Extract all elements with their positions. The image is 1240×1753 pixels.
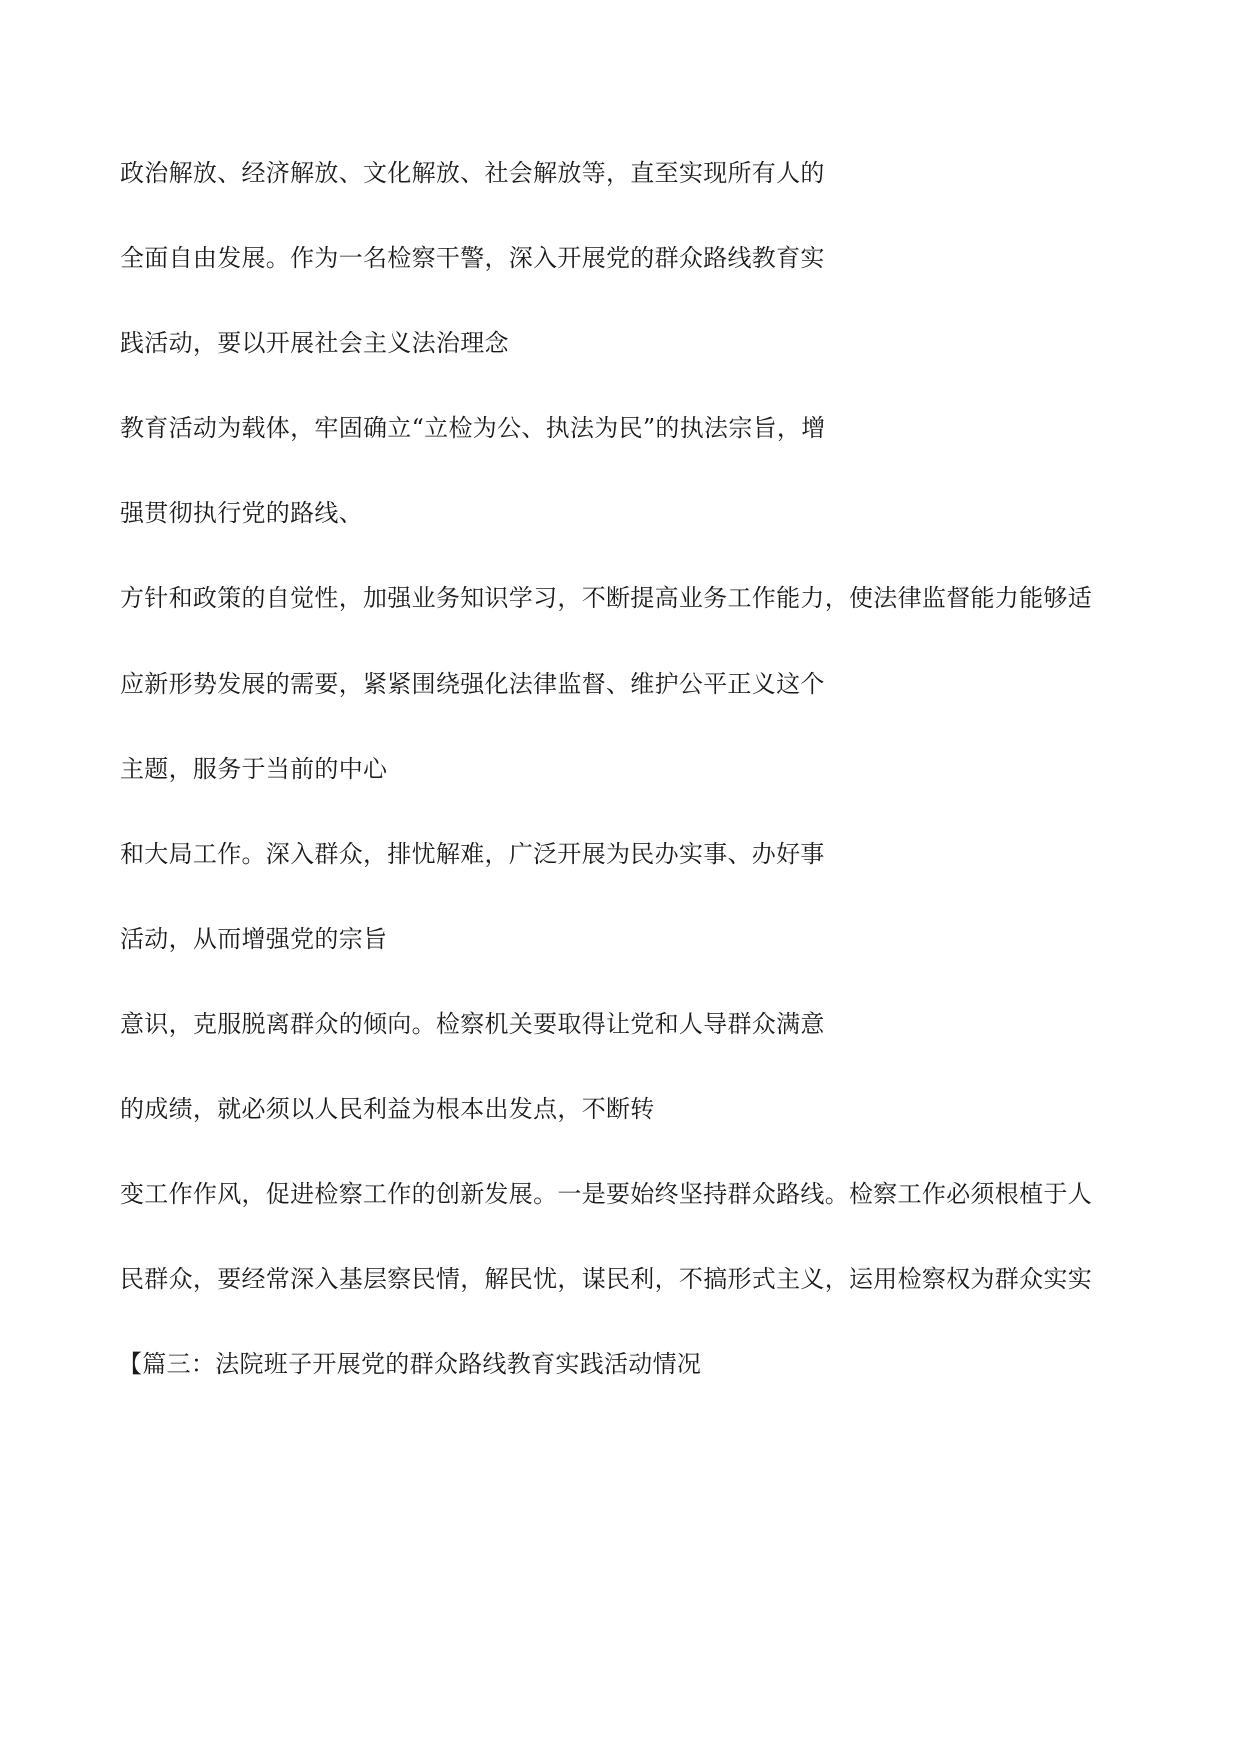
text-line-3: 践活动，要以开展社会主义法治理念 — [120, 329, 509, 357]
text-line-10: 活动，从而增强党的宗旨 — [120, 925, 388, 953]
text-line-4: 教育活动为载体，牢固确立“立检为公、执法为民”的执法宗旨，增 — [120, 414, 826, 442]
text-line-2: 全面自由发展。作为一名检察干警，深入开展党的群众路线教育实 — [120, 244, 825, 272]
text-line-7: 应新形势发展的需要，紧紧围绕强化法律监督、维护公平正义这个 — [120, 670, 825, 698]
text-line-8: 主题，服务于当前的中心 — [120, 755, 388, 783]
text-line-13: 变工作作风，促进检察工作的创新发展。一是要始终坚持群众路线。检察工作必须根植于人 — [120, 1180, 1092, 1208]
text-line-12: 的成绩，就必须以人民利益为根本出发点，不断转 — [120, 1095, 655, 1123]
text-line-1: 政治解放、经济解放、文化解放、社会解放等，直至实现所有人的 — [120, 159, 825, 187]
text-line-9: 和大局工作。深入群众，排忧解难，广泛开展为民办实事、办好事 — [120, 840, 825, 868]
text-line-6: 方针和政策的自觉性，加强业务知识学习，不断提高业务工作能力，使法律监督能力能够适 — [120, 584, 1092, 612]
text-line-14: 民群众，要经常深入基层察民情，解民忧，谋民利，不搞形式主义，运用检察权为群众实实 — [120, 1265, 1092, 1293]
text-line-5: 强贯彻执行党的路线、 — [120, 499, 363, 527]
section-heading: 【篇三：法院班子开展党的群众路线教育实践活动情况 — [118, 1350, 702, 1378]
text-line-11: 意识，克服脱离群众的倾向。检察机关要取得让党和人导群众满意 — [120, 1010, 825, 1038]
